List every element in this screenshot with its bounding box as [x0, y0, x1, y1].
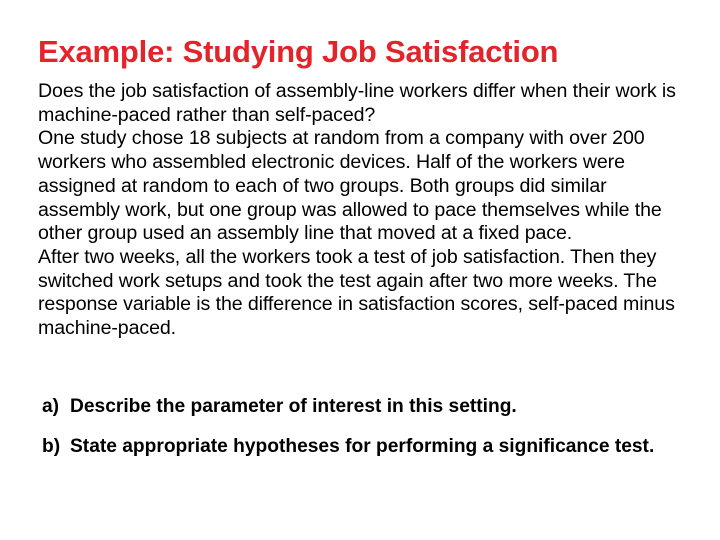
- question-list: [42, 394, 682, 459]
- question-b: [42, 434, 682, 459]
- question-a-text: Describe the parameter of interest in this setting.: [70, 396, 517, 417]
- question-a-letter: a): [42, 396, 60, 417]
- slide-title: Example: Studying Job Satisfaction: [38, 34, 559, 69]
- study-design-paragraph: One study chose 18 subjects at random from a company with over 200 workers who assembled electronic devices. Half of the workers were assigned at random to each of two groups. Both groups did similar assembly work, but one group was allowed to pace themselves while the other group used an assembly line that moved at a fixed pace.: [38, 127, 662, 245]
- question-b-letter: b): [42, 436, 61, 457]
- question-b-text: State appropriate hypotheses for performing a significance test.: [70, 436, 655, 457]
- response-variable-paragraph: After two weeks, all the workers took a test of job satisfaction. Then they switched work setups and took the test again after two more weeks. The response variable is the difference in satisfaction scores, self-paced minus machine-paced.: [38, 245, 675, 340]
- slide-body: [38, 80, 688, 341]
- question-a: [42, 394, 682, 419]
- intro-question-paragraph: Does the job satisfaction of assembly-line workers differ when their work is machine-paced rather than self-paced?: [38, 80, 676, 126]
